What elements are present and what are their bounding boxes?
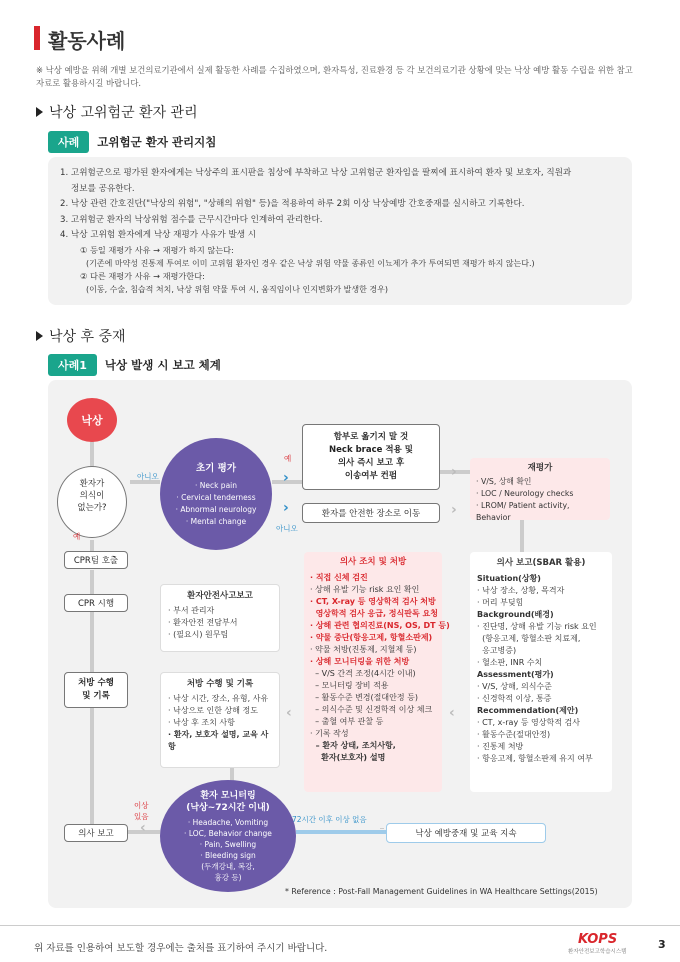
list-item: · 활동수준(절대안정) — [477, 730, 551, 739]
list-subitem-note: (기존에 마약성 진통제 투여로 이미 고위험 환자인 경우 같은 낙상 위험 약물 종류인 이뇨제가 추가 투여되면 재평가 하지 않는다.) — [86, 258, 535, 268]
chevron-right-icon: › — [283, 470, 289, 486]
treat-record-title: 처방 수행 및 기록 — [186, 679, 254, 689]
list-item: · 머리 부딪힘 — [477, 598, 524, 607]
no-abnormal-label: 72시간 이후 이상 없음 — [292, 815, 367, 824]
reference-note: * Reference : Post-Fall Management Guidelines in WA Healthcare Settings(2015) — [285, 887, 598, 896]
connector-line — [90, 440, 94, 466]
yes-label: 예 — [284, 454, 292, 463]
list-item: 2. 낙상 관련 간호진단("낙상의 위험", "상해의 위험" 등)을 적용하여 하루 2회 이상 낙상예방 간호중재를 실시하고 기록한다. — [60, 199, 525, 209]
connector-line — [296, 830, 386, 834]
chevron-left-icon: ‹ — [140, 820, 146, 836]
treat-record-items: · 낙상 시간, 장소, 유형, 사유 · 낙상으로 인한 상해 정도 · 낙상 후 조치 사항 — [168, 694, 269, 727]
title-accent-bar — [34, 26, 40, 50]
list-item: 응고병증) — [477, 646, 517, 655]
triangle-bullet-icon — [36, 107, 43, 117]
connector-line — [90, 570, 94, 595]
section-heading-2 — [36, 326, 126, 346]
monitoring-circle — [160, 780, 296, 892]
list-item: 4. 낙상 고위험 환자에게 낙상 재평가 사유가 발생 시 — [60, 230, 257, 240]
connector-line — [90, 708, 94, 826]
initial-assessment-circle — [160, 438, 272, 550]
list-item: Recommendation(제안) — [477, 706, 579, 715]
list-item: · 직접 신체 검진 — [310, 573, 368, 582]
list-item: Background(배경) — [477, 610, 554, 619]
case-header-2 — [48, 354, 221, 376]
chevron-left-icon: ‹ — [286, 705, 292, 721]
list-item: · 상해 유발 기능 risk 요인 확인 — [310, 585, 420, 594]
doctor-order-title: 의사 조치 및 처방 — [339, 557, 407, 567]
triangle-bullet-icon — [36, 331, 43, 341]
kops-logo: KOPS — [578, 932, 618, 947]
treat-record-box: 처방 수행 및 기록 — [64, 672, 128, 708]
list-item: – 출혈 여부 관찰 등 — [310, 717, 384, 726]
list-item: · 신경학적 이상, 통증 — [477, 694, 552, 703]
page-number: 3 — [658, 938, 666, 951]
list-item: · 항응고제, 항혈소판제 유지 여부 — [477, 754, 593, 763]
case-badge: 사례 — [48, 131, 89, 153]
doctor-order-items — [310, 572, 450, 764]
cpr-perform-box: CPR 시행 — [64, 594, 128, 612]
list-item: · 혈소판, INR 수치 — [477, 658, 543, 667]
monitoring-title: 환자 모니터링 (낙상~72시간 이내) — [186, 790, 270, 813]
list-item: · V/S, 상해, 의식수준 — [477, 682, 552, 691]
case-title: 낙상 발생 시 보고 체계 — [104, 358, 221, 372]
list-subitem: ② 다른 재평가 사유 → 재평가한다: — [80, 270, 205, 281]
list-item: – 환자 상태, 조치사항, — [310, 741, 396, 750]
chevron-left-icon: ‹ — [449, 705, 455, 721]
list-item: · 약물 중단(항응고제, 항혈소판제) — [310, 633, 433, 642]
case-badge: 사례1 — [48, 354, 97, 376]
reassessment-title: 재평가 — [527, 463, 553, 473]
sbar-report-title: 의사 보고(SBAR 활용) — [496, 558, 586, 568]
safety-report-box — [160, 584, 280, 652]
section-heading-text: 낙상 후 중재 — [49, 329, 126, 345]
chevron-right-icon: › — [451, 464, 457, 480]
list-item: · 진단명, 상해 유발 기능 risk 요인 — [477, 622, 597, 631]
chevron-right-icon: › — [283, 500, 289, 516]
connector-line — [520, 520, 524, 556]
connector-line — [90, 612, 94, 672]
list-item: – V/S 간격 조정(4시간 이내) — [310, 669, 416, 678]
guideline-list — [60, 166, 625, 296]
list-item: · 진통제 처방 — [477, 742, 524, 751]
safety-report-items: · 부서 관리자 · 환자안전 전담부서 · (필요시) 원무팀 — [168, 606, 238, 639]
list-item: 영상학적 검사 응급, 정식판독 요청 — [310, 609, 438, 618]
doctor-report-box: 의사 보고 — [64, 824, 128, 842]
do-not-move-box: 함부로 옮기지 말 것 Neck brace 적용 및 의사 즉시 보고 후 이송여부 컨펌 — [302, 424, 440, 490]
intro-note: ※ 낙상 예방을 위해 개별 보건의료기관에서 실제 활동한 사례를 수집하였으며, 환자특성, 진료환경 등 각 보건의료기관 상황에 맞는 낙상 예방 활동 수립을 위한 참고자료로 활용하시길 바랍니다. — [36, 65, 633, 88]
list-item: – 의식수준 및 신경학적 이상 체크 — [310, 705, 433, 714]
list-subitem: ① 등일 재평가 사유 → 재평가 하지 않는다: — [80, 244, 234, 255]
section-heading-1 — [36, 102, 198, 122]
reassessment-items: · V/S, 상해 확인 · LOC / Neurology checks · LROM/ Patient activity, Behavior — [476, 477, 574, 522]
list-item: (항응고제, 항혈소판 치료제, — [477, 634, 581, 643]
connector-line — [380, 828, 384, 829]
list-item: Assessment(평가) — [477, 670, 554, 679]
list-item: · 상해 모니터링을 위한 처방 — [310, 657, 410, 666]
list-item: 환자(보호자) 설명 — [310, 753, 386, 762]
monitoring-items: · Headache, Vomiting · LOC, Behavior change · Pain, Swelling · Bleeding sign (두개강내, 복강, 흉강 등) — [184, 817, 272, 882]
sbar-report-items — [477, 573, 605, 765]
section-heading-text: 낙상 고위험군 환자 관리 — [49, 105, 198, 121]
footer-notice: 위 자료를 인용하여 보도할 경우에는 출처를 표기하여 주시기 바랍니다. — [34, 943, 328, 954]
initial-assessment-title: 초기 평가 — [195, 463, 236, 474]
fall-circle — [67, 398, 117, 442]
kops-logo-subtitle: 환자안전보고학습시스템 — [568, 949, 627, 955]
cpr-call-box: CPR팀 호출 — [64, 551, 128, 569]
safety-report-title: 환자안전사고보고 — [187, 591, 253, 601]
list-item: – 활동수준 변경(절대안정 등) — [310, 693, 418, 702]
chevron-right-icon: › — [451, 502, 457, 518]
fall-label: 낙상 — [81, 414, 103, 427]
list-item: Situation(상황) — [477, 574, 541, 583]
case-header-1 — [48, 131, 216, 153]
yes-label: 예 — [73, 532, 81, 541]
page-title: 활동사례 — [48, 29, 126, 53]
no-label: 아니오 — [276, 524, 298, 533]
list-item: · 낙상 장소, 상황, 목격자 — [477, 586, 565, 595]
move-safe-box: 환자를 안전한 장소로 이동 — [302, 503, 440, 523]
treat-record-detail-box — [160, 672, 280, 768]
list-item: · CT, x-ray 등 영상학적 검사 — [477, 718, 580, 727]
list-item: · 기록 작성 — [310, 729, 349, 738]
footer-divider — [0, 925, 680, 926]
reassessment-box — [470, 458, 610, 520]
list-item: · 약물 처방(진통제, 지혈제 등) — [310, 645, 417, 654]
doctor-order-box — [304, 552, 450, 792]
abnormal-label: 이상 있음 — [134, 801, 149, 821]
case-title: 고위험군 환자 관리지침 — [97, 135, 217, 149]
list-item: · CT, X-ray 등 영상학적 검사 처방 — [310, 597, 436, 606]
initial-assessment-items: · Neck pain · Cervical tenderness · Abnormal neurology · Mental change — [175, 481, 257, 526]
list-item: – 모니터링 장비 적용 — [310, 681, 389, 690]
treat-record-education: · 환자, 보호자 설명, 교육 사항 — [168, 730, 269, 751]
conscious-question: 환자가 의식이 없는가? — [77, 479, 107, 513]
prevention-box: 낙상 예방중재 및 교육 지속 — [386, 823, 546, 843]
list-item: 1. 고위험군으로 평가된 환자에게는 낙상주의 표시판을 침상에 부착하고 낙상 고위험군 환자임을 팔찌에 표시하여 환자 및 보호자, 직원과 — [60, 168, 572, 178]
list-item: · 상해 관련 협의진료(NS, OS, DT 등) — [310, 621, 450, 630]
sbar-report-box — [470, 552, 612, 792]
list-item: 3. 고위험군 환자의 낙상위험 점수를 근무시간마다 인계하여 관리한다. — [60, 214, 323, 225]
list-subitem-note: (이동, 수술, 침습적 처치, 낙상 위험 약물 투여 시, 움직임이나 인지변화가 발생한 경우) — [86, 284, 388, 294]
list-item: 정보를 공유한다. — [71, 183, 135, 194]
no-label: 아니오 — [137, 472, 159, 481]
